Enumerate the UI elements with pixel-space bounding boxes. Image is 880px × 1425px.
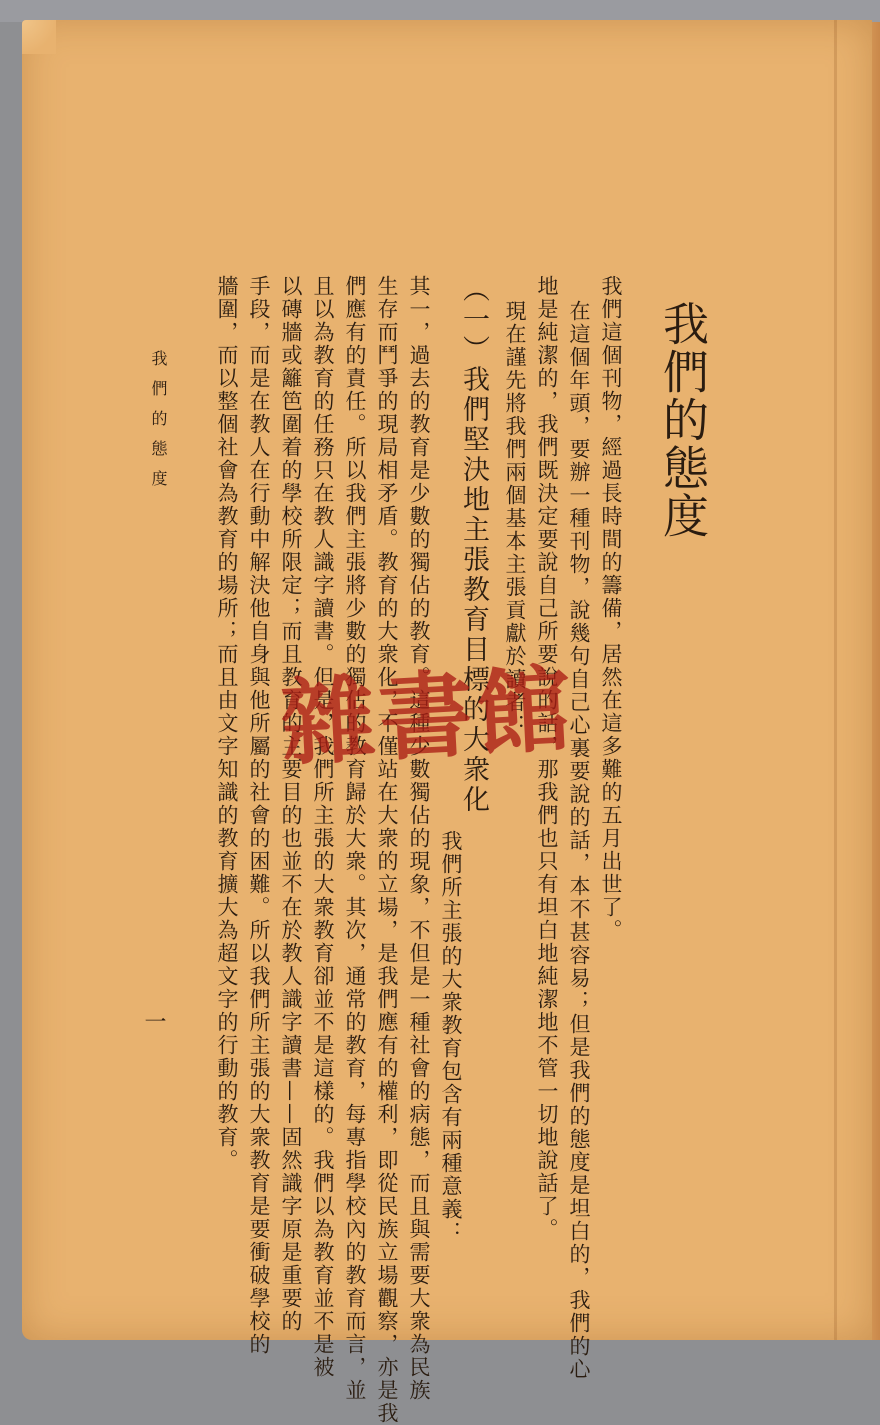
- page-number: 一: [141, 1010, 166, 1032]
- section-line-1: 其一，過去的教育是少數的獨佔的教育。這種少數獨佔的現象，不但是一種社會的病態，而且與需要大衆為民族: [407, 275, 431, 1402]
- library-seal-stamp: 雜書館: [278, 654, 578, 780]
- section-line-5: 以磚牆或籬笆圍着的學校所限定；而且教育的主要目的也並不在於教人識字讀書——固然識字原是重要的: [279, 275, 303, 1333]
- paragraph-2-cont: 地是純潔的，我們既決定要說自己所要說的話，那我們也只有坦白地純潔地不管一切地說話了。: [535, 275, 559, 1241]
- section-line-6: 手段，而是在教人在行動中解決他自身與他所屬的社會的困難。所以我們所主張的大衆教育是要衝破學校的: [247, 275, 271, 1356]
- paragraph-1: 我們這個刊物，經過長時間的籌備，居然在這多難的五月出世了。: [599, 275, 623, 942]
- section-line-2: 生存而鬥爭的現局相矛盾。教育的大衆化，不僅站在大衆的立場，是我們應有的權利，即從民族立場觀察，亦是我: [375, 275, 399, 1425]
- section-intro: 我們所主張的大衆教育包含有兩種意義：: [439, 830, 463, 1244]
- section-line-3: 們應有的責任。所以我們主張將少數的獨佔的教育歸於大衆。其次，通常的教育，每專指學校內的教育而言，並: [343, 275, 367, 1402]
- paragraph-2: 在這個年頭，要辦一種刊物，說幾句自己心裏要說的話，本不甚容易；但是我們的態度是坦白的，我們的心: [567, 300, 591, 1381]
- page-corner-wear: [22, 20, 56, 54]
- section-line-4: 且以為教育的任務只在教人識字讀書。但是，我們所主張的大衆教育卻並不是這樣的。我們以為教育並不是被: [311, 275, 335, 1379]
- running-header: 我們的態度: [149, 350, 168, 500]
- section-line-7: 牆圍，而以整個社會為教育的場所；而且由文字知識的教育擴大為超文字的行動的教育。: [215, 275, 239, 1172]
- page-gutter: [834, 20, 837, 1340]
- paragraph-3: 現在謹先將我們兩個基本主張貢獻於讀者：: [503, 300, 527, 737]
- page-title: 我們的態度: [656, 300, 710, 540]
- section-heading: （一）我們堅決地主張教育目標的大衆化: [458, 275, 489, 815]
- scan-background-top: [0, 0, 880, 22]
